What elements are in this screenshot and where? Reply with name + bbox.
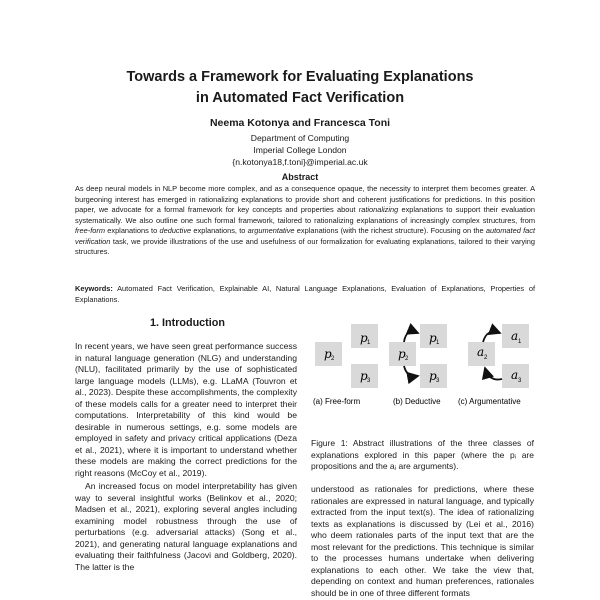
label-a3: a xyxy=(511,368,519,382)
label-p3: p xyxy=(360,369,368,383)
paper-title-line-1: Towards a Framework for Evaluating Explanations xyxy=(126,69,474,85)
sub-p1: 1 xyxy=(367,340,371,346)
sub-p3-deductive: 3 xyxy=(436,378,440,384)
affiliation-email: {n.kotonya18,f.toni}@imperial.ac.uk xyxy=(232,157,368,167)
sub-p1-deductive: 1 xyxy=(436,340,440,346)
arrow-p2-to-p3 xyxy=(404,366,418,376)
figure-1-caption: Figure 1: Abstract illustrations of the three classes of explanations explored in this paper (where the pᵢ are propositions and the aⱼ are arguments). xyxy=(311,438,534,471)
authors: Neema Kotonya and Francesca Toni xyxy=(209,117,391,129)
label-p1: p xyxy=(360,331,368,345)
panel-free-form xyxy=(315,324,378,388)
label-a1: a xyxy=(511,329,519,343)
sublabel-deductive: (b) Deductive xyxy=(393,397,441,406)
right-paragraph-1: understood as rationales for predictions, where these rationales are expressed in natural language, and typically extracted from the input text(s). The idea of rationalizing texts as explanations is discussed by (Lei et al., 2016) who deem rationales parts of the input text that are the most relevant for the predictions. This technique is similar to the processes humans undertake when delivering explanations to each other. We take the view that, depending on context and human preferences, rationales should be in one of three different formats xyxy=(311,484,534,598)
sub-p2-deductive: 2 xyxy=(405,356,409,362)
figure-1-diagram xyxy=(305,318,545,410)
sublabel-argumentative: (c) Argumentative xyxy=(458,397,521,406)
abstract-text: As deep neural models in NLP become more complex, and as a consequence opaque, the necessity to interpret them becomes greater. A burgeoning interest has emerged in rationalizing explanations to provide short and coherent justifications for predictions. In this position paper, we advocate for a formal framework for key concepts and properties about rationalizing explanations to support their evaluation systematically. We also outline one such formal framework, tailored to rationalizing explanations of increasingly complex structures, from free-form explanations to deductive explanations, to argumentative explanations (with the richest structure). Focusing on the automated fact verification task, we provide illustrations of the use and usefulness of our formalization for evaluating explanations, tailored to their varying structures. xyxy=(75,184,536,256)
keywords-text: Automated Fact Verification, Explainable AI, Natural Language Explanations, Evaluation of Explanations, Properties of Explanations. xyxy=(75,284,535,304)
sub-a3: 3 xyxy=(518,378,522,384)
sublabel-free-form: (a) Free-form xyxy=(313,397,361,406)
sub-p2: 2 xyxy=(331,356,335,362)
label-p2-deductive: p xyxy=(398,347,406,361)
panel-argumentative xyxy=(468,324,529,388)
left-column xyxy=(75,341,297,573)
arrow-p2-to-p1 xyxy=(404,332,418,342)
affiliation-institution: Imperial College London xyxy=(253,145,347,155)
label-p1-deductive: p xyxy=(429,331,437,345)
intro-paragraph-1: In recent years, we have seen great performance success in natural language generation (NLG) and understanding (NLU), facilitated primarily by the use of sophisticated large language models (LLMs), e.g. LLaMA (Touvron et al., 2023). Despite these accomplishments, the complexity of these models calls for a greater need to interpret their computations. Interpretability of this kind would be desirable in numerous settings, e.g. some models are employed in safety and privacy critical applications (Deza et al., 2021), where it is important to understand whether these models are making the correct predictions for the right reasons (McCoy et al., 2019). xyxy=(75,341,297,478)
label-a2: a xyxy=(477,345,485,359)
affiliation-department: Department of Computing xyxy=(250,133,350,143)
keywords xyxy=(75,284,535,305)
sub-p3: 3 xyxy=(367,378,371,384)
label-p3-deductive: p xyxy=(429,369,437,383)
sub-a2: 2 xyxy=(484,355,488,361)
arrow-a2-to-a1 xyxy=(483,332,500,342)
right-column xyxy=(311,484,534,599)
arrow-a3-to-a2 xyxy=(485,368,502,380)
panel-deductive xyxy=(389,324,447,388)
paper-title-line-2: in Automated Fact Verification xyxy=(195,90,405,106)
intro-paragraph-2: An increased focus on model interpretability has given way to several insightful works (Belinkov et al., 2020; Madsen et al., 2021), exploring several angles including examining model robustness through the use of perturbations (e.g. adversarial attacks) (Song et al., 2021), and generating natural language explanations and evaluating their faithfulness (Jacovi and Goldberg, 2020). The latter is the xyxy=(75,481,297,572)
abstract-heading: Abstract xyxy=(281,172,319,182)
sub-a1: 1 xyxy=(518,339,522,345)
section-heading-introduction: 1. Introduction xyxy=(150,317,225,329)
keywords-label: Keywords: xyxy=(75,284,113,293)
label-p2: p xyxy=(324,347,332,361)
